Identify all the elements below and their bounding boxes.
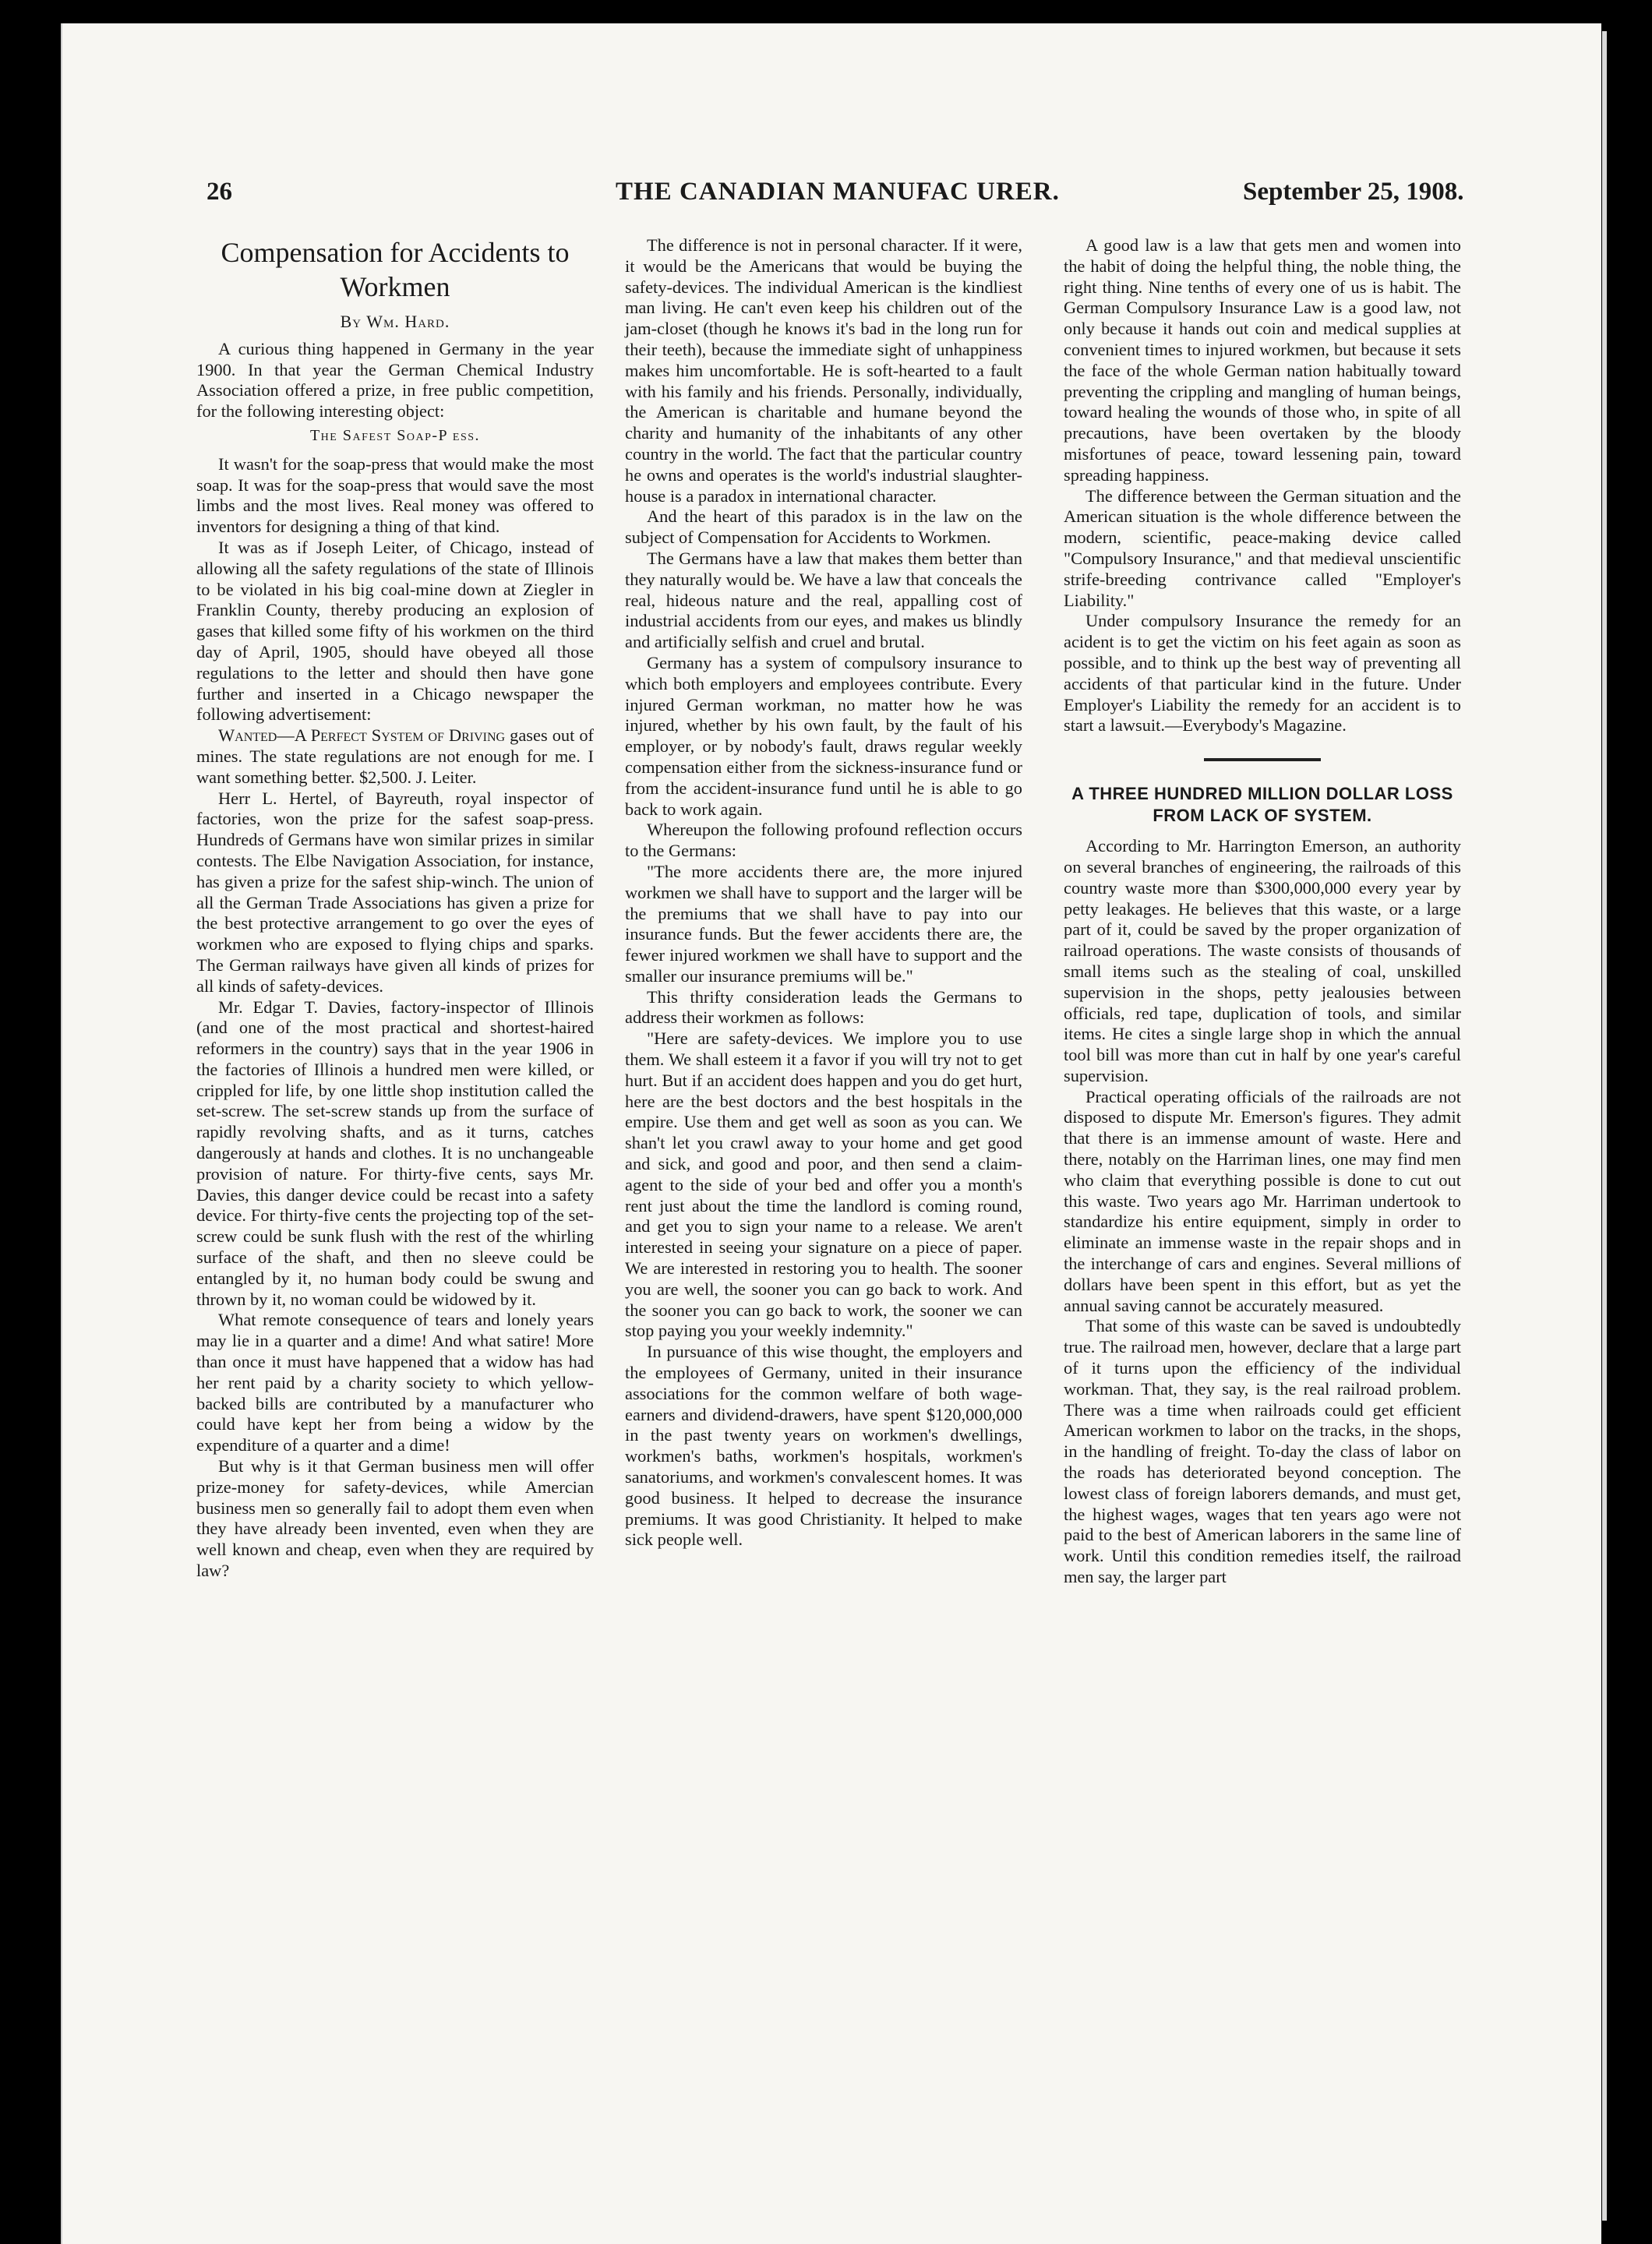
paragraph: But why is it that German business men will offer prize-money for safety-devices, while Amercian business men so generally fail to adopt them even when they have already been invented, even when they are well known and cheap, even when they are required by law? (196, 1456, 594, 1581)
paragraph: A good law is a law that gets men and women into the habit of doing the helpful thing, the noble thing, the right thing. Nine tenths of every one of us is habit. The German Compulsory Insurance Law is a good law, not only because it hands out coin and medical supplies at convenient times to injured workmen, but because it sets the face of the whole German nation habitually toward preventing the crippling and mangling of human beings, toward healing the wounds of those who, in spite of all precautions, have been overtaken by the bloody misfortunes of peace, toward lessening pain, toward spreading happiness. (1064, 235, 1461, 485)
paragraph: It wasn't for the soap-press that would make the most soap. It was for the soap-press that would save the most limbs and the most lives. Real money was offered to inventors for designing a thing of that kind. (196, 453, 594, 537)
paragraph: It was as if Joseph Leiter, of Chicago, instead of allowing all the safety regulations of the state of Illinois to be violated in his big coal-mine down at Ziegler in Franklin County, thereby producing an explosion of gases that killed some fifty of his workmen on the third day of April, 1905, should have obeyed all those regulations to the letter and should then have gone further and inserted in a Chicago newspaper the following advertisement: (196, 537, 594, 725)
column-1 (196, 235, 594, 1582)
scan-edge (1602, 31, 1607, 2221)
article-2-title: A THREE HUNDRED MILLION DOLLAR LOSS FROM LACK OF SYSTEM. (1071, 784, 1453, 826)
ad-text (196, 725, 594, 788)
paragraph: That some of this waste can be saved is undoubtedly true. The railroad men, however, declare that a large part of it turns upon the efficiency of the individual workman. That, they say, is the real railroad problem. There was a time when railroads could get efficient American workmen to labor on the tracks, in the shops, in the handling of freight. To-day the class of labor on the roads has deteriorated beyond conception. The lowest class of foreign laborers demands, and must get, the highest wages, wages that ten years ago were not paid to the best of American laborers in the same line of work. Until this condition remedies itself, the railroad men say, the larger part (1064, 1316, 1461, 1587)
column-2 (625, 235, 1022, 1551)
page-number: 26 (206, 178, 232, 206)
paragraph: Germany has a system of compulsory insurance to which both employers and employees contribute. Every injured German workman, no matter how he was injured, whether by his own fault, by the fault of his employer, or by nobody's fault, draws regular weekly compensation either from the sickness-insurance fund or from the accident-insurance fund until he is able to go back to work again. (625, 652, 1022, 819)
paragraph: This thrifty consideration leads the Germans to address their workmen as follows: (625, 986, 1022, 1028)
ad-body: gases out of mines. The state regulations are not enough for me. I want something better. $2,500. J. Leiter. (196, 725, 594, 787)
section-divider (1204, 758, 1321, 761)
advertisement-quote (196, 725, 594, 788)
paragraph: "The more accidents there are, the more injured workmen we shall have to support and the larger will be the premiums that we shall have to pay into our insurance funds. But the fewer accidents there are, the fewer injured workmen we shall have to support and the smaller our insurance premiums will be." (625, 861, 1022, 986)
paragraph: A curious thing happened in Germany in the year 1900. In that year the German Chemical Industry Association offered a prize, in free public competition, for the following interesting object: (196, 338, 594, 422)
ad-title: Wanted—A Perfect System of Driving (218, 725, 506, 746)
page-header (62, 178, 1601, 215)
paragraph: And the heart of this paradox is in the law on the subject of Compensation for Accidents to Workmen. (625, 506, 1022, 548)
paragraph: "Here are safety-devices. We implore you to use them. We shall esteem it a favor if you will try not to get hurt. But if an accident does happen and you do get hurt, here are the best doctors and the best hospitals in the empire. Use them and get well as soon as you can. We shan't let you crawl away to your home and get good and sick, and good and poor, and then send a claim-agent to the side of your bed and offer you a month's rent just about the time the landlord is coming round, and get you to sign your name to a release. We aren't interested in seeing your signature on a piece of paper. We are interested in restoring you to health. The sooner you are well, the sooner you can go back to work. And the sooner you can go back to work, the sooner we can stop paying you your weekly indemnity." (625, 1028, 1022, 1341)
byline: By Wm. Hard. (340, 312, 450, 331)
paragraph: Mr. Edgar T. Davies, factory-inspector of Illinois (and one of the most practical and shortest-haired reformers in the country) says that in the year 1906 in the factories of Illinois a hundred men were killed, or crippled for life, by one little shop institution called the set-screw. The set-screw stands up from the surface of rapidly revolving shafts, and as it turns, catches dangerously at hands and clothes. It is no unchangeable provision of nature. For thirty-five cents, says Mr. Davies, this danger device could be recast into a safety device. For thirty-five cents the projecting top of the set-screw could be sunk flush with the rest of the whirling surface of the shaft, and then no sleeve could be entangled by it, no human body could be swung and thrown by it, no woman could be widowed by it. (196, 997, 594, 1309)
column-3 (1064, 235, 1461, 1588)
subhead: The Safest Soap-P ess. (309, 426, 481, 444)
paragraph: According to Mr. Harrington Emerson, an authority on several branches of engineering, the railroads of this country waste more than $300,000,000 every year by petty leakages. He believes that this waste, or a large part of it, could be saved by the proper organization of railroad operations. The waste consists of thousands of small items such as the stealing of coal, unskilled supervision in the shops, petty jealousies between officials, red tape, duplication of tools, and similar items. He cites a single large shop in which the annual tool bill was more than cut in half by one year's careful supervision. (1064, 836, 1461, 1085)
paragraph: The difference between the German situation and the American situation is the whole difference between the modern, scientific, peace-making device called "Compulsory Insurance," and that medieval unscientific strife-breeding contrivance called "Employer's Liability." (1064, 485, 1461, 610)
paragraph: Practical operating officials of the railroads are not disposed to dispute Mr. Emerson's figures. They admit that there is an immense amount of waste. Here and there, notably on the Harriman lines, one may find men who claim that everything possible is done to cut out this waste. Two years ago Mr. Harriman undertook to standardize his entire equipment, simply in order to eliminate an immense waste in the repair shops and in the interchange of cars and engines. Several millions of dollars have been spent in this effort, but as yet the annual saving cannot be accurately measured. (1064, 1086, 1461, 1315)
paragraph: Whereupon the following profound reflection occurs to the Germans: (625, 820, 1022, 861)
issue-date: September 25, 1908. (1243, 178, 1464, 206)
paragraph: What remote consequence of tears and lonely years may lie in a quarter and a dime! And what satire! More than once it must have happened that a widow has had her rent paid by a charity society to which yellow-backed bills are contributed by a manufacturer who could have kept her from being a widow by the expenditure of a quarter and a dime! (196, 1310, 594, 1455)
publication-title: THE CANADIAN MANUFAC URER. (616, 178, 1060, 206)
paragraph: Herr L. Hertel, of Bayreuth, royal inspector of factories, won the prize for the safest soap-press. Hundreds of Germans have won similar prizes in similar contests. The Elbe Navigation Association, for instance, has given a prize for the safest ship-winch. The union of all the German Trade Associations has given a prize for the best protective arrangement to go over the eyes of workmen who are exposed to flying chips and sparks. The German railways have given all kinds of prizes for all kinds of safety-devices. (196, 788, 594, 996)
article-title: Compensation for Accidents to Workmen (221, 237, 570, 302)
paragraph: Under compulsory Insurance the remedy for an acident is to get the victim on his feet again as soon as possible, and to think up the best way of preventing all accidents of that particular kind in the future. Under Employer's Liability the remedy for an accident is to start a lawsuit.—Everybody's Magazine. (1064, 611, 1461, 736)
paragraph: The Germans have a law that makes them better than they naturally would be. We have a law that conceals the real, hideous nature and the real, appalling cost of industrial accidents from our eyes, and makes us blindly and artificially selfish and cruel and brutal. (625, 548, 1022, 652)
newspaper-page (61, 23, 1601, 2244)
paragraph: In pursuance of this wise thought, the employers and the employees of Germany, united in their insurance associations for the common welfare of both wage-earners and dividend-drawers, have spent $120,000,000 in the past twenty years on workmen's dwellings, workmen's baths, workmen's hospitals, workmen's sanatoriums, and workmen's convalescent homes. It was good business. It helped to decrease the insurance premiums. It was good Christianity. It helped to make sick people well. (625, 1342, 1022, 1550)
paragraph: The difference is not in personal character. If it were, it would be the Americans that would be buying the safety-devices. The individual American is the kindliest man living. He can't even keep his children out of the jam-closet (though he knows it's bad in the long run for their teeth), because the immediate sight of unhappiness makes him uncomfortable. He is soft-hearted to a fault with his family and his friends. Personally, individually, the American is charitable and humane beyond the charity and humanity of the inhabitants of any other country in the world. The fact that the particular country he owns and operates is the world's industrial slaughter-house is a paradox in international character. (625, 235, 1022, 506)
